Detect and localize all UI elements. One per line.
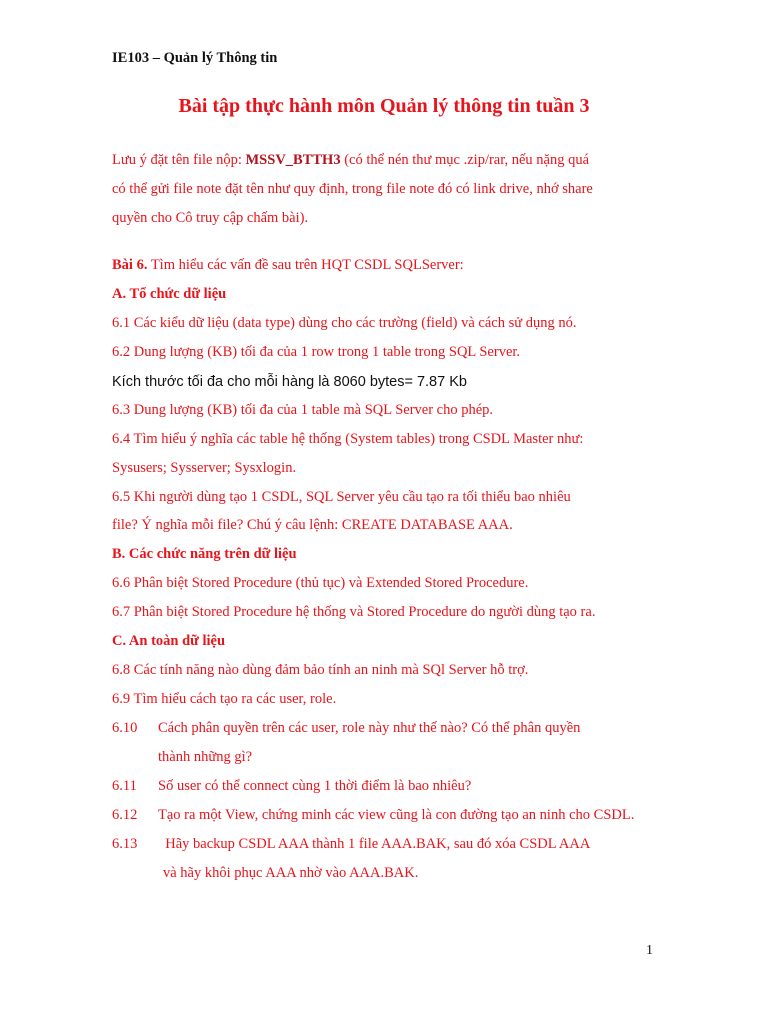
- question-6-13-line-1: [112, 835, 590, 853]
- exercise-intro-text: Tìm hiểu các vấn đề sau trên HQT CSDL SQLServer:: [147, 257, 464, 273]
- question-6-5-line-2: file? Ý nghĩa mỗi file? Chú ý câu lệnh: CREATE DATABASE AAA.: [112, 517, 513, 533]
- submission-note-line-1: [112, 151, 589, 169]
- exercise-intro: [112, 256, 464, 274]
- question-6-5-line-1: 6.5 Khi người dùng tạo 1 CSDL, SQL Server yêu cầu tạo ra tối thiểu bao nhiêu: [112, 489, 571, 505]
- question-6-3: 6.3 Dung lượng (KB) tối đa của 1 table mà SQL Server cho phép.: [112, 402, 494, 418]
- question-6-12: [112, 806, 634, 824]
- question-6-6: 6.6 Phân biệt Stored Procedure (thủ tục) và Extended Stored Procedure.: [112, 575, 529, 591]
- question-6-4-line-2: Sysusers; Sysserver; Sysxlogin.: [112, 460, 297, 476]
- question-6-9: 6.9 Tìm hiểu cách tạo ra các user, role.: [112, 691, 337, 707]
- section-c-title: C. An toàn dữ liệu: [112, 633, 226, 649]
- note-prefix: Lưu ý đặt tên file nộp:: [112, 152, 246, 168]
- question-6-1: 6.1 Các kiểu dữ liệu (data type) dùng cho các trường (field) và cách sử dụng nó.: [112, 315, 577, 331]
- exercise-label: Bài 6.: [112, 257, 148, 273]
- note-filename: MSSV_BTTH3: [245, 152, 341, 168]
- question-6-13-number: 6.13: [112, 836, 138, 852]
- section-b-title: B. Các chức năng trên dữ liệu: [112, 546, 297, 562]
- question-6-12-text: Tạo ra một View, chứng minh các view cũng là con đường tạo an ninh cho CSDL.: [158, 807, 635, 823]
- course-header: IE103 – Quản lý Thông tin: [112, 50, 278, 66]
- question-6-11-text: Số user có thể connect cùng 1 thời điểm là bao nhiêu?: [158, 778, 472, 794]
- submission-note-line-2: có thể gửi file note đặt tên như quy định, trong file note đó có link drive, nhớ share: [112, 181, 593, 197]
- section-a-title: A. Tổ chức dữ liệu: [112, 286, 227, 302]
- question-6-13-line-2: và hãy khôi phục AAA nhờ vào AAA.BAK.: [163, 865, 419, 881]
- question-6-10-number: 6.10: [112, 720, 138, 736]
- submission-note-line-3: quyền cho Cô truy cập chấm bài).: [112, 210, 309, 226]
- question-6-10-line-2: thành những gì?: [158, 749, 253, 765]
- question-6-10-text: Cách phân quyền trên các user, role này như thế nào? Có thể phân quyền: [158, 720, 581, 736]
- question-6-4-line-1: 6.4 Tìm hiểu ý nghĩa các table hệ thống (System tables) trong CSDL Master như:: [112, 431, 584, 447]
- question-6-13-text: Hãy backup CSDL AAA thành 1 file AAA.BAK, sau đó xóa CSDL AAA: [158, 836, 591, 852]
- question-6-11: [112, 777, 471, 795]
- question-6-12-number: 6.12: [112, 807, 138, 823]
- question-6-8: 6.8 Các tính năng nào dùng đảm bảo tính an ninh mà SQl Server hỗ trợ.: [112, 662, 529, 678]
- question-6-11-number: 6.11: [112, 778, 137, 794]
- question-6-10-line-1: [112, 719, 580, 737]
- question-6-7: 6.7 Phân biệt Stored Procedure hệ thống và Stored Procedure do người dùng tạo ra.: [112, 604, 596, 620]
- answer-6-2: Kích thước tối đa cho mỗi hàng là 8060 bytes= 7.87 Kb: [112, 374, 467, 390]
- question-6-2: 6.2 Dung lượng (KB) tối đa của 1 row trong 1 table trong SQL Server.: [112, 344, 521, 360]
- note-suffix: (có thể nén thư mục .zip/rar, nếu nặng quá: [340, 152, 590, 168]
- page-title: Bài tập thực hành môn Quản lý thông tin tuần 3: [178, 95, 590, 117]
- page-number: 1: [646, 943, 653, 958]
